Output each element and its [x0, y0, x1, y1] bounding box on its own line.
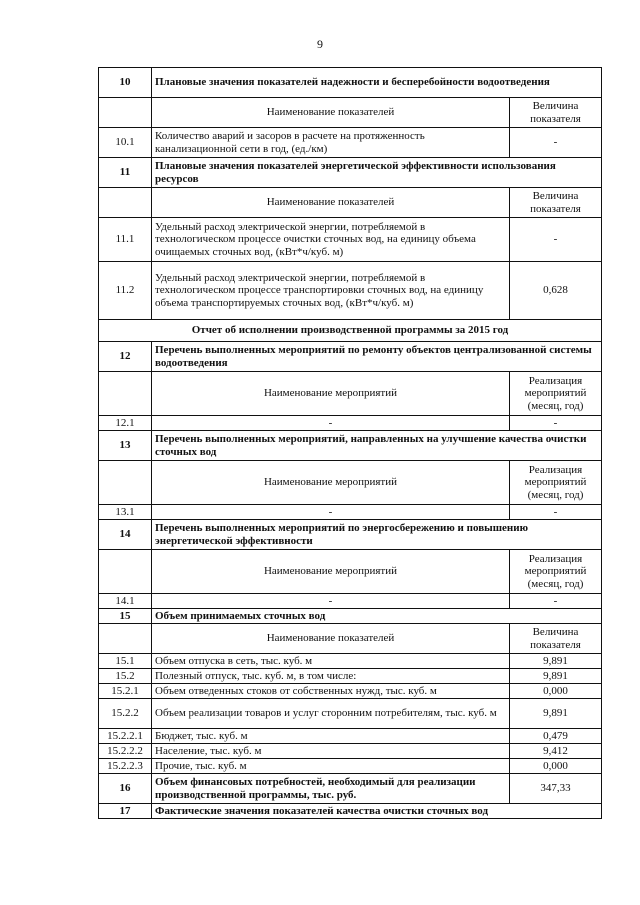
section-title: Фактические значения показателей качества очистки сточных вод: [152, 804, 602, 819]
row-number: 15.2: [99, 669, 152, 684]
report-title-row: [99, 320, 602, 342]
section-13-row: [99, 431, 602, 461]
row-number: 15.1: [99, 654, 152, 669]
program-table: [98, 67, 602, 819]
table-row: [99, 744, 602, 759]
table-header-row: [99, 461, 602, 505]
section-number: 12: [99, 342, 152, 372]
row-name: Бюджет, тыс. куб. м: [152, 729, 510, 744]
table-row: [99, 218, 602, 262]
column-header-value: Реализация мероприятий (месяц, год): [510, 372, 602, 416]
table-row: [99, 505, 602, 520]
section-number: 13: [99, 431, 152, 461]
table-header-row: [99, 624, 602, 654]
section-title: Перечень выполненных мероприятий по энергосбережению и повышению энергетической эффективности: [152, 520, 602, 550]
section-10-row: [99, 68, 602, 98]
section-12-row: [99, 342, 602, 372]
row-number: 15.2.2.2: [99, 744, 152, 759]
column-header-name: Наименование показателей: [152, 188, 510, 218]
section-title: Перечень выполненных мероприятий, направленных на улучшение качества очистки сточных вод: [152, 431, 602, 461]
table-row: [99, 729, 602, 744]
empty-cell: [99, 624, 152, 654]
column-header-value: Реализация мероприятий (месяц, год): [510, 461, 602, 505]
empty-cell: [99, 98, 152, 128]
row-name: -: [152, 416, 510, 431]
row-value: 0,000: [510, 684, 602, 699]
table-header-row: [99, 372, 602, 416]
column-header-value: Величина показателя: [510, 624, 602, 654]
section-14-row: [99, 520, 602, 550]
table-row: [99, 128, 602, 158]
row-name: Объем отведенных стоков от собственных нужд, тыс. куб. м: [152, 684, 510, 699]
report-title: Отчет об исполнении производственной программы за 2015 год: [99, 320, 602, 342]
row-number: 15.2.2.3: [99, 759, 152, 774]
section-number: 10: [99, 68, 152, 98]
row-number: 15.2.2.1: [99, 729, 152, 744]
column-header-value: Величина показателя: [510, 188, 602, 218]
table-row: [99, 654, 602, 669]
row-value: 9,891: [510, 654, 602, 669]
row-number: 14.1: [99, 594, 152, 609]
row-name: -: [152, 594, 510, 609]
table-row: [99, 759, 602, 774]
row-value: 9,412: [510, 744, 602, 759]
row-name: Количество аварий и засоров в расчете на протяженность канализационной сети в год, (ед./км): [152, 128, 510, 158]
row-number: 11.2: [99, 262, 152, 320]
table-header-row: [99, 188, 602, 218]
section-title: Объем принимаемых сточных вод: [152, 609, 602, 624]
row-value: -: [510, 416, 602, 431]
column-header-value: Реализация мероприятий (месяц, год): [510, 550, 602, 594]
empty-cell: [99, 372, 152, 416]
section-15-row: [99, 609, 602, 624]
row-number: 13.1: [99, 505, 152, 520]
table-row: [99, 262, 602, 320]
column-header-name: Наименование показателей: [152, 98, 510, 128]
row-name: Полезный отпуск, тыс. куб. м, в том числе:: [152, 669, 510, 684]
empty-cell: [99, 550, 152, 594]
table-row: [99, 594, 602, 609]
row-value: -: [510, 594, 602, 609]
section-number: 15: [99, 609, 152, 624]
empty-cell: [99, 188, 152, 218]
section-17-row: [99, 804, 602, 819]
row-name: Население, тыс. куб. м: [152, 744, 510, 759]
row-number: 10.1: [99, 128, 152, 158]
section-title: Плановые значения показателей надежности и бесперебойности водоотведения: [152, 68, 602, 98]
row-value: 0,628: [510, 262, 602, 320]
column-header-name: Наименование мероприятий: [152, 461, 510, 505]
row-name: -: [152, 505, 510, 520]
row-value: -: [510, 505, 602, 520]
row-number: 15.2.1: [99, 684, 152, 699]
row-name: Объем отпуска в сеть, тыс. куб. м: [152, 654, 510, 669]
row-value: 9,891: [510, 669, 602, 684]
table-header-row: [99, 550, 602, 594]
section-16-row: [99, 774, 602, 804]
table-row: [99, 669, 602, 684]
row-value: -: [510, 218, 602, 262]
row-number: 12.1: [99, 416, 152, 431]
section-number: 11: [99, 158, 152, 188]
row-number: 15.2.2: [99, 699, 152, 729]
row-name: Удельный расход электрической энергии, потребляемой в технологическом процессе очистки сточных вод, на единицу объема очищаемых сточных вод, (кВт*ч/куб. м): [152, 218, 510, 262]
column-header-name: Наименование мероприятий: [152, 550, 510, 594]
row-name: Удельный расход электрической энергии, потребляемой в технологическом процессе транспортировки сточных вод, на единицу объема транспортируемых сточных вод, (кВт*ч/куб. м): [152, 262, 510, 320]
section-title: Плановые значения показателей энергетической эффективности использования ресурсов: [152, 158, 602, 188]
row-name: Объем реализации товаров и услуг сторонним потребителям, тыс. куб. м: [152, 699, 510, 729]
table-row: [99, 684, 602, 699]
column-header-name: Наименование мероприятий: [152, 372, 510, 416]
row-number: 11.1: [99, 218, 152, 262]
column-header-value: Величина показателя: [510, 98, 602, 128]
table-header-row: [99, 98, 602, 128]
row-value: 9,891: [510, 699, 602, 729]
section-11-row: [99, 158, 602, 188]
section-title: Перечень выполненных мероприятий по ремонту объектов централизованной системы водоотведения: [152, 342, 602, 372]
section-number: 14: [99, 520, 152, 550]
table-row: [99, 699, 602, 729]
row-value: 347,33: [510, 774, 602, 804]
row-value: 0,000: [510, 759, 602, 774]
section-number: 16: [99, 774, 152, 804]
empty-cell: [99, 461, 152, 505]
section-title: Объем финансовых потребностей, необходимый для реализации производственной программы, тыс. руб.: [152, 774, 510, 804]
section-number: 17: [99, 804, 152, 819]
column-header-name: Наименование показателей: [152, 624, 510, 654]
row-name: Прочие, тыс. куб. м: [152, 759, 510, 774]
page-number: 9: [317, 37, 323, 51]
table-row: [99, 416, 602, 431]
row-value: -: [510, 128, 602, 158]
row-value: 0,479: [510, 729, 602, 744]
